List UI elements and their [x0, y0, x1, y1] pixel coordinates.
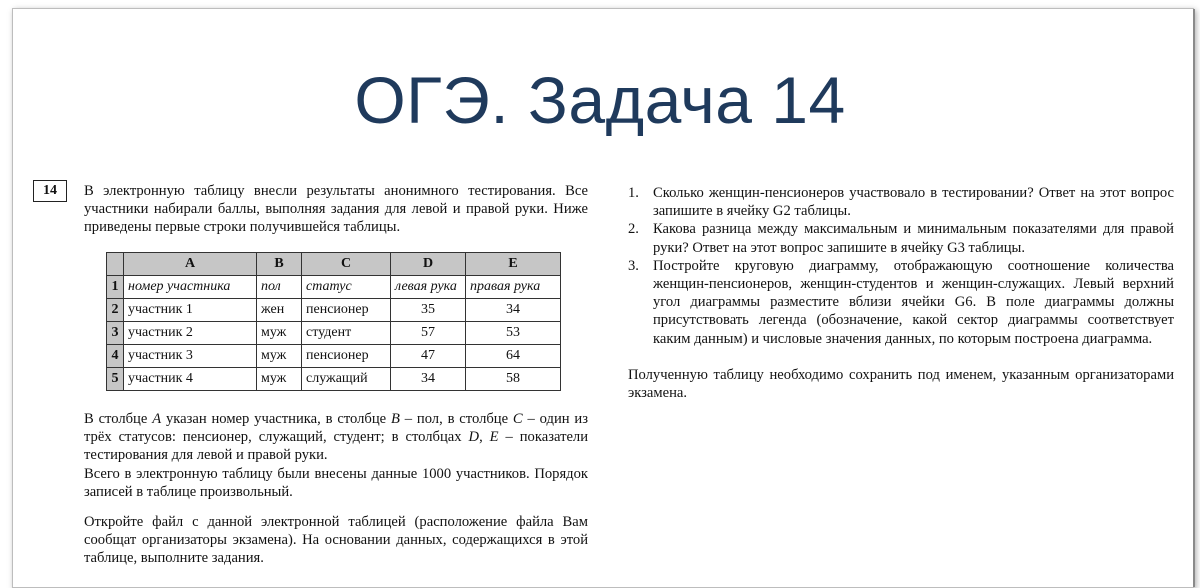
instructions-text: Откройте файл с данной электронной таблицей (расположение файла Вам сообщат организаторы экзамена). На основании данных, содержащихся в этой таблице, выполните задания. — [84, 514, 588, 567]
table-cell: пенсионер — [302, 299, 391, 322]
table-cell: участник 3 — [124, 345, 257, 368]
list-item — [628, 220, 1174, 256]
question-text: Постройте круговую диаграмму, отображающую соотношение количества женщин-пенсионеров, женщин-студентов и женщин-служащих. Левый верхний угол диаграммы разместите вблизи ячейки G6. В поле диаграммы должны присутствовать легенда (обозначение, какой сектор диаграммы соответствует каким данным) и числовые значения данных, по которым построена диаграмма. — [653, 257, 1174, 347]
table-row — [107, 368, 561, 391]
table-cell: участник 4 — [124, 368, 257, 391]
list-marker: 3. — [628, 257, 639, 274]
task-intro — [84, 182, 588, 237]
slide-title: ОГЭ. Задача 14 — [354, 63, 846, 137]
list-item — [628, 257, 1174, 348]
table-cell: 34 — [391, 368, 466, 391]
records-count-text: Всего в электронную таблицу были внесены данные 1000 участников. Порядок записей в таблице произвольный. — [84, 465, 588, 500]
column-header: B — [257, 253, 302, 276]
table-cell: 47 — [391, 345, 466, 368]
question-text: Сколько женщин-пенсионеров участвовало в тестировании? Ответ на этот вопрос запишите в ячейку G2 таблицы. — [653, 185, 1174, 220]
questions-list — [628, 184, 1174, 348]
table-cell: 57 — [391, 322, 466, 345]
row-header: 1 — [107, 276, 124, 299]
table-cell: 58 — [466, 368, 561, 391]
table-row — [107, 276, 561, 299]
row-header: 4 — [107, 345, 124, 368]
table-cell: 64 — [466, 345, 561, 368]
table-row — [107, 299, 561, 322]
table-cell: участник 1 — [124, 299, 257, 322]
list-marker: 1. — [628, 185, 639, 201]
spreadsheet-table — [106, 252, 561, 391]
table-cell: номер участника — [124, 276, 257, 299]
table-cell: 34 — [466, 299, 561, 322]
table-cell: левая рука — [391, 276, 466, 299]
table-row — [107, 345, 561, 368]
column-header: C — [302, 253, 391, 276]
table-cell: пол — [257, 276, 302, 299]
closing-text: Полученную таблицу необходимо сохранить под именем, указанным организаторами экзамена. — [628, 366, 1174, 402]
columns-explanation: В столбце A указан номер участника, в столбце B – пол, в столбце C – один из трёх статусов: пенсионер, служащий, студент; в столбцах D, E – показатели тестирования для левой и правой руки. — [84, 411, 589, 464]
intro-text: В электронную таблицу внесли результаты анонимного тестирования. Все участники набирали баллы, выполняя задания для левой и правой руки. Ниже приведены первые строки получившейся таблицы. — [84, 183, 588, 236]
table-cell: жен — [257, 299, 302, 322]
table-cell: студент — [302, 322, 391, 345]
row-header: 3 — [107, 322, 124, 345]
table-cell: служащий — [302, 368, 391, 391]
table-cell: участник 2 — [124, 322, 257, 345]
row-header: 5 — [107, 368, 124, 391]
question-text: Какова разница между максимальным и минимальным показателями для правой руки? Ответ на этот вопрос запишите в ячейку G3 таблицы. — [653, 221, 1174, 256]
corner-cell — [107, 253, 124, 276]
column-header: D — [391, 253, 466, 276]
table-cell: пенсионер — [302, 345, 391, 368]
table-cell: муж — [257, 322, 302, 345]
task-description — [84, 410, 588, 568]
table-cell: муж — [257, 368, 302, 391]
table-cell: правая рука — [466, 276, 561, 299]
table-cell: муж — [257, 345, 302, 368]
column-header: A — [124, 253, 257, 276]
row-header: 2 — [107, 299, 124, 322]
list-item — [628, 184, 1174, 220]
column-header: E — [466, 253, 561, 276]
questions-column — [628, 184, 1174, 402]
task-number-badge: 14 — [33, 180, 67, 202]
list-marker: 2. — [628, 221, 639, 238]
table-cell: статус — [302, 276, 391, 299]
table-cell: 53 — [466, 322, 561, 345]
table-row — [107, 322, 561, 345]
column-header-row — [107, 253, 561, 276]
table-cell: 35 — [391, 299, 466, 322]
